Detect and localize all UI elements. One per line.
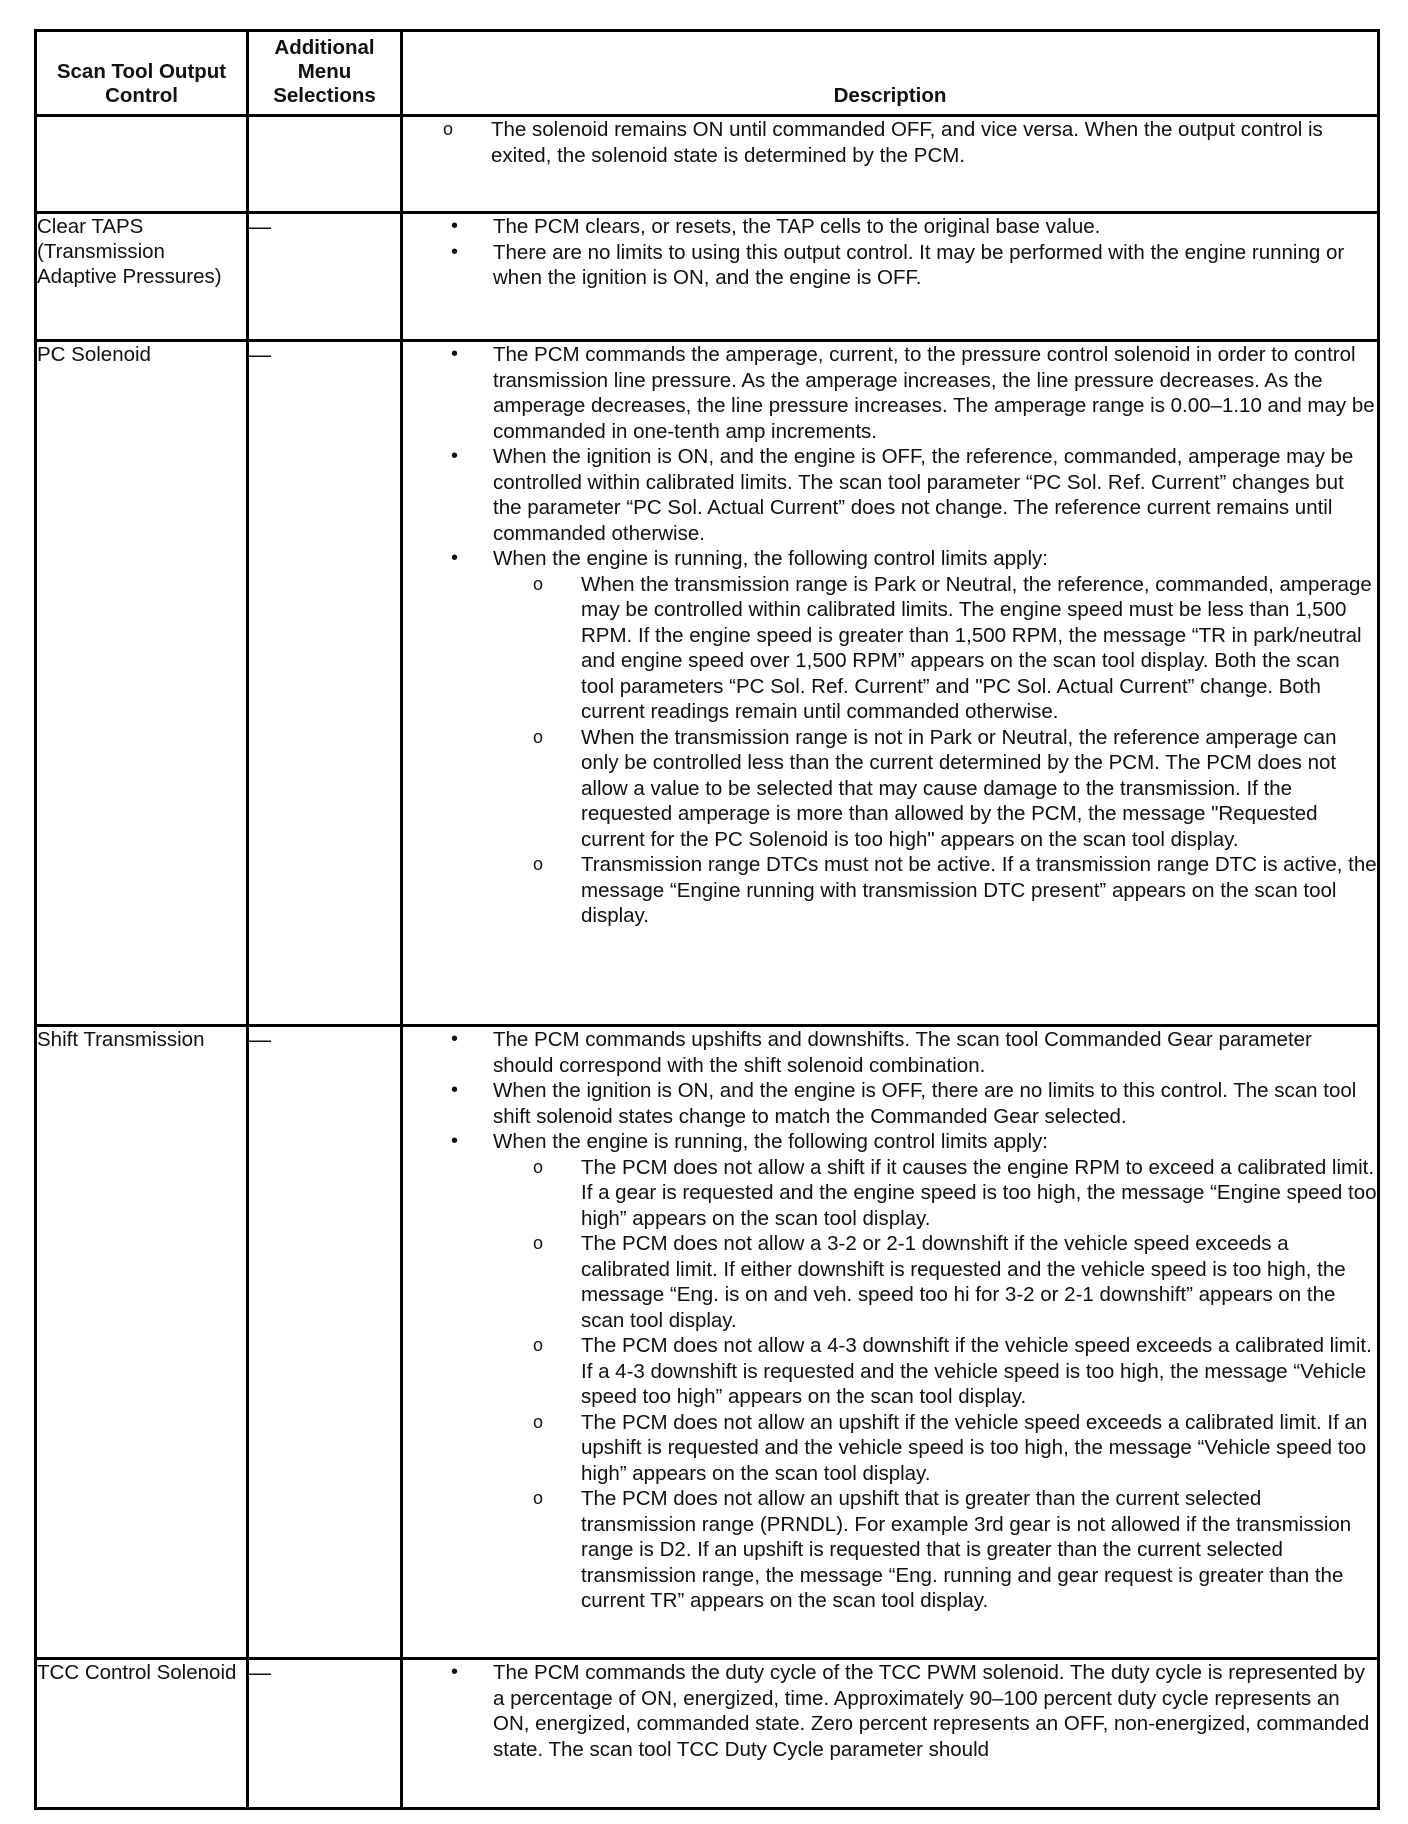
bullet-item [403,546,1377,929]
bullet-list [403,342,1377,929]
bullet-item: • When the ignition is ON, and the engine is OFF, the reference, commanded, amperage may be controlled within calibrated limits. The scan tool parameter “PC Sol. Ref. Current” changes but the parameter “PC Sol. Actual Current” does not change. The reference current remains until commanded otherwise. [403,444,1377,546]
control-cell: TCC Control Solenoid [36,1659,248,1809]
description-cell [402,213,1379,341]
control-cell: Shift Transmission [36,1026,248,1659]
sub-bullet-list [403,117,1377,168]
control-cell: Clear TAPS (Transmission Adaptive Pressures) [36,213,248,341]
description-cell [402,1659,1379,1809]
table-header-row [36,31,1379,116]
menu-cell: — [248,1659,402,1809]
table-row [36,1659,1379,1809]
bullet-list [403,1660,1377,1762]
sub-bullet-item: o The PCM does not allow a 4-3 downshift if the vehicle speed exceeds a calibrated limit. If a 4-3 downshift is requested and the vehicle speed is too high, the message “Vehicle speed too high” appears on the scan tool display. [493,1333,1377,1410]
menu-cell [248,116,402,213]
control-cell: PC Solenoid [36,341,248,1026]
menu-cell: — [248,213,402,341]
description-cell [402,116,1379,213]
bullet-item: • The PCM clears, or resets, the TAP cells to the original base value. [403,214,1377,240]
bullet-item: • The PCM commands upshifts and downshifts. The scan tool Commanded Gear parameter should correspond with the shift solenoid combination. [403,1027,1377,1078]
sub-bullet-list [583,1155,1377,1614]
header-control: Scan Tool Output Control [36,31,248,116]
sub-bullet-item: o Transmission range DTCs must not be active. If a transmission range DTC is active, the message “Engine running with transmission DTC present” appears on the scan tool display. [493,852,1377,929]
sub-bullet-item: o When the transmission range is Park or Neutral, the reference, commanded, amperage may be controlled within calibrated limits. The engine speed must be less than 1,500 RPM. If the engine speed is greater than 1,500 RPM, the message “TR in park/neutral and engine speed over 1,500 RPM” appears on the scan tool display. Both the scan tool parameters “PC Sol. Ref. Current” and "PC Sol. Actual Current” change. Both current readings remain until commanded otherwise. [493,572,1377,725]
sub-bullet-item: o The PCM does not allow an upshift if the vehicle speed exceeds a calibrated limit. If an upshift is requested and the vehicle speed is too high, the message “Vehicle speed too high” appears on the scan tool display. [493,1410,1377,1487]
header-menu: Additional Menu Selections [248,31,402,116]
sub-bullet-item: o The PCM does not allow an upshift that is greater than the current selected transmission range (PRNDL). For example 3rd gear is not allowed if the transmission range is D2. If an upshift is requested that is greater than the current selected transmission range, the message “Eng. running and gear request is greater than the current TR” appears on the scan tool display. [493,1486,1377,1614]
bullet-list [403,214,1377,291]
bullet-text: When the engine is running, the following control limits apply: [493,1130,1048,1153]
sub-bullet-item: o The solenoid remains ON until commanded OFF, and vice versa. When the output control is exited, the solenoid state is determined by the PCM. [403,117,1377,168]
control-cell [36,116,248,213]
menu-cell: — [248,1026,402,1659]
header-description: Description [402,31,1379,116]
bullet-item: • The PCM commands the amperage, current, to the pressure control solenoid in order to control transmission line pressure. As the amperage increases, the line pressure decreases. As the amperage decreases, the line pressure increases. The amperage range is 0.00–1.10 and may be commanded in one-tenth amp increments. [403,342,1377,444]
output-control-table [34,29,1380,1810]
description-cell [402,1026,1379,1659]
table-row [36,341,1379,1026]
description-cell [402,341,1379,1026]
bullet-item: • When the ignition is ON, and the engine is OFF, there are no limits to this control. The scan tool shift solenoid states change to match the Commanded Gear selected. [403,1078,1377,1129]
bullet-item [403,1129,1377,1614]
sub-bullet-item: o The PCM does not allow a 3-2 or 2-1 downshift if the vehicle speed exceeds a calibrated limit. If either downshift is requested and the vehicle speed is too high, the message “Eng. is on and veh. speed too hi for 3-2 or 2-1 downshift” appears on the scan tool display. [493,1231,1377,1333]
sub-bullet-item: o When the transmission range is not in Park or Neutral, the reference amperage can only be controlled less than the current determined by the PCM. The PCM does not allow a value to be selected that may cause damage to the transmission. If the requested amperage is more than allowed by the PCM, the message "Requested current for the PC Solenoid is too high" appears on the scan tool display. [493,725,1377,853]
table-row [36,1026,1379,1659]
sub-bullet-list [583,572,1377,929]
table-row [36,213,1379,341]
table-row [36,116,1379,213]
bullet-item: • The PCM commands the duty cycle of the TCC PWM solenoid. The duty cycle is represented by a percentage of ON, energized, time. Approximately 90–100 percent duty cycle represents an ON, energized, commanded state. Zero percent represents an OFF, non-energized, commanded state. The scan tool TCC Duty Cycle parameter should [403,1660,1377,1762]
bullet-list [403,1027,1377,1614]
menu-cell: — [248,341,402,1026]
sub-bullet-item: o The PCM does not allow a shift if it causes the engine RPM to exceed a calibrated limit. If a gear is requested and the engine speed is too high, the message “Engine speed too high” appears on the scan tool display. [493,1155,1377,1232]
bullet-text: When the engine is running, the following control limits apply: [493,547,1048,570]
bullet-item: • There are no limits to using this output control. It may be performed with the engine running or when the ignition is ON, and the engine is OFF. [403,240,1377,291]
